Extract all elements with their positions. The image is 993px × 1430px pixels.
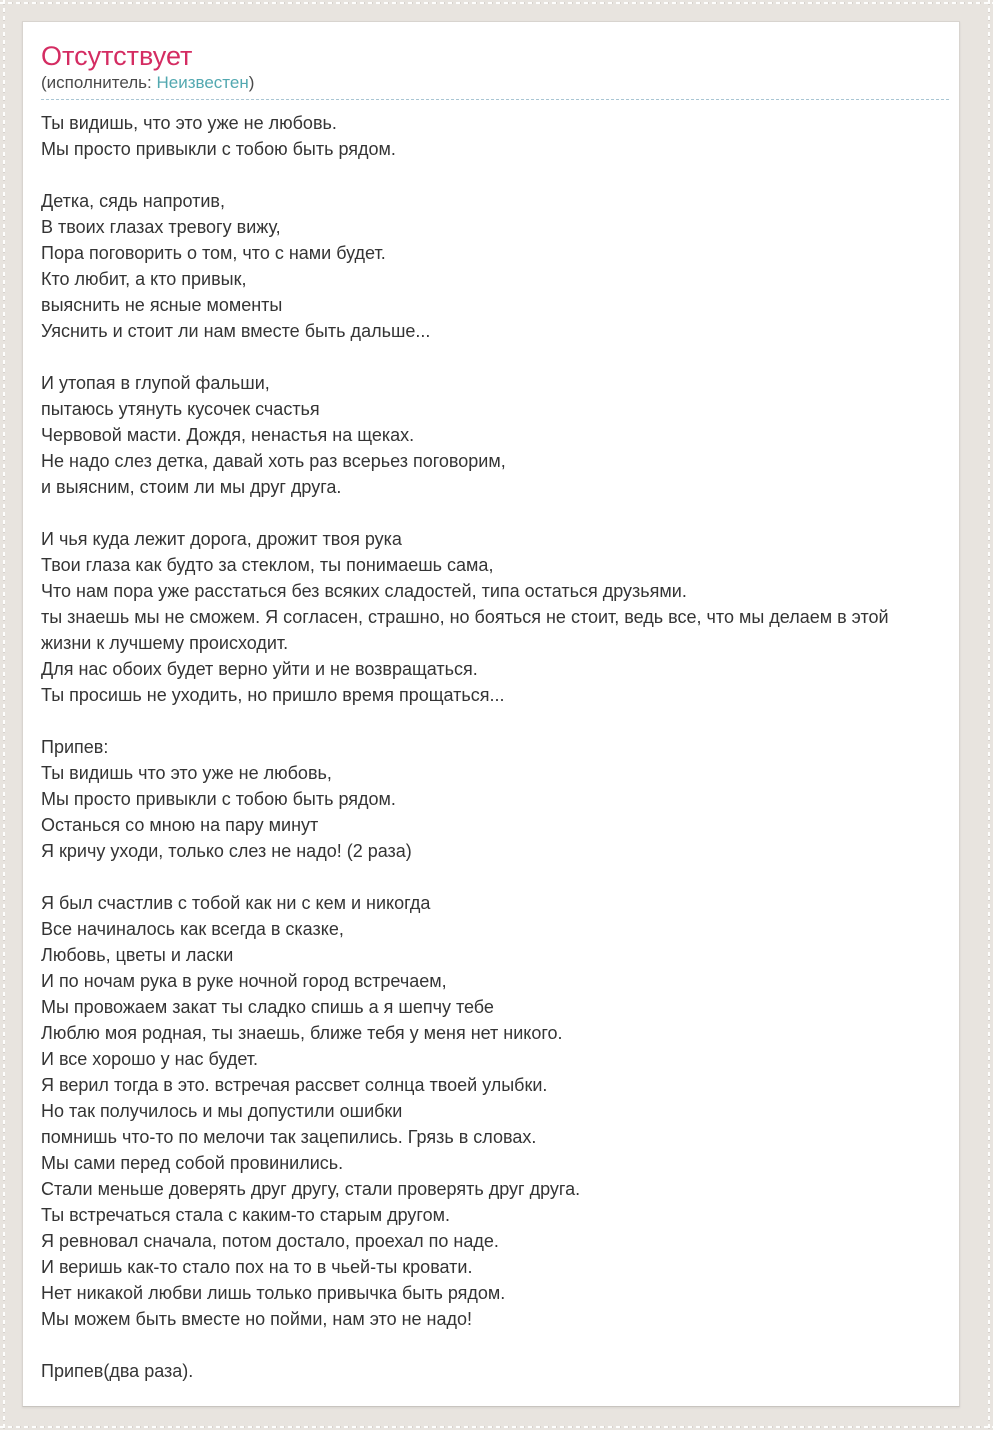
lyric-line: И чья куда лежит дорога, дрожит твоя рука — [41, 529, 402, 549]
lyric-line: Люблю моя родная, ты знаешь, ближе тебя у меня нет никого. — [41, 1023, 563, 1043]
artist-link[interactable]: Неизвестен — [156, 73, 249, 92]
lyric-line: Я был счастлив с тобой как ни с кем и никогда — [41, 893, 431, 913]
lyric-line: Ты видишь, что это уже не любовь. — [41, 113, 337, 133]
lyric-line: Кто любит, а кто привык, — [41, 269, 247, 289]
artist-label-suffix: ) — [248, 73, 255, 92]
lyric-line: Припев: — [41, 737, 109, 757]
lyric-line: жизни к лучшему происходит. — [41, 633, 289, 653]
lyric-line: Твои глаза как будто за стеклом, ты понимаешь сама, — [41, 555, 494, 575]
lyric-line: В твоих глазах тревогу вижу, — [41, 217, 281, 237]
lyric-line: Я ревновал сначала, потом достало, проехал по наде. — [41, 1231, 499, 1251]
lyric-line: Не надо слез детка, давай хоть раз всерьез поговорим, — [41, 451, 506, 471]
lyric-line: Детка, сядь напротив, — [41, 191, 225, 211]
lyric-line: Я верил тогда в это. встречая рассвет солнца твоей улыбки. — [41, 1075, 548, 1095]
lyric-line: И веришь как-то стало пох на то в чьей-ты кровати. — [41, 1257, 473, 1277]
lyrics — [41, 110, 941, 1384]
lyric-line: И утопая в глупой фальши, — [41, 373, 270, 393]
content-card — [22, 21, 960, 1407]
lyric-line: пытаюсь утянуть кусочек счастья — [41, 399, 320, 419]
lyric-line: Припев(два раза). — [41, 1361, 194, 1381]
stitch-texture-top — [0, 2, 993, 4]
lyric-line: помнишь что-то по мелочи так зацепились. Грязь в словах. — [41, 1127, 537, 1147]
lyric-line: Любовь, цветы и ласки — [41, 945, 234, 965]
lyric-line: Но так получилось и мы допустили ошибки — [41, 1101, 403, 1121]
lyric-line: Что нам пора уже расстаться без всяких сладостей, типа остаться друзьями. — [41, 581, 687, 601]
lyric-line: И все хорошо у нас будет. — [41, 1049, 259, 1069]
lyric-line: ты знаешь мы не сможем. Я согласен, страшно, но бояться не стоит, ведь все, что мы делаем в этой — [41, 607, 889, 627]
stitch-texture-left — [3, 0, 5, 1430]
lyric-line: Ты видишь что это уже не любовь, — [41, 763, 332, 783]
lyric-line: Я кричу уходи, только слез не надо! (2 раза) — [41, 841, 412, 861]
lyric-line: Все начиналось как всегда в сказке, — [41, 919, 344, 939]
lyric-line: Останься со мною на пару минут — [41, 815, 319, 835]
lyric-line: Стали меньше доверять друг другу, стали проверять друг друга. — [41, 1179, 581, 1199]
stanza-gap — [41, 162, 941, 188]
lyric-line: Мы провожаем закат ты сладко спишь а я шепчу тебе — [41, 997, 494, 1017]
dashed-divider — [41, 99, 949, 100]
lyric-line: И по ночам рука в руке ночной город встречаем, — [41, 971, 447, 991]
lyric-line: Нет никакой любви лишь только привычка быть рядом. — [41, 1283, 506, 1303]
lyric-line: Для нас обоих будет верно уйти и не возвращаться. — [41, 659, 478, 679]
lyric-line: Ты встречаться стала с каким-то старым другом. — [41, 1205, 450, 1225]
artist-line — [41, 72, 941, 99]
lyric-line: Мы можем быть вместе но пойми, нам это не надо! — [41, 1309, 472, 1329]
stanza-gap — [41, 500, 941, 526]
lyric-line: выяснить не ясные моменты — [41, 295, 283, 315]
lyric-line: и выясним, стоим ли мы друг друга. — [41, 477, 342, 497]
lyric-line: Мы просто привыкли с тобою быть рядом. — [41, 789, 396, 809]
stanza-gap — [41, 1332, 941, 1358]
stitch-texture-right — [988, 0, 990, 1430]
lyric-line: Пора поговорить о том, что с нами будет. — [41, 243, 386, 263]
lyric-line: Мы сами перед собой провинились. — [41, 1153, 344, 1173]
lyric-line: Уяснить и стоит ли нам вместе быть дальше... — [41, 321, 431, 341]
stanza-gap — [41, 344, 941, 370]
artist-label-prefix: (исполнитель: — [41, 73, 157, 92]
lyric-line: Мы просто привыкли с тобою быть рядом. — [41, 139, 396, 159]
page-title: Отсутствует — [41, 41, 193, 71]
lyric-line: Ты просишь не уходить, но пришло время прощаться... — [41, 685, 505, 705]
stanza-gap — [41, 708, 941, 734]
stitch-texture-bottom — [0, 1426, 993, 1428]
stanza-gap — [41, 864, 941, 890]
lyric-line: Червовой масти. Дождя, ненастья на щеках. — [41, 425, 415, 445]
